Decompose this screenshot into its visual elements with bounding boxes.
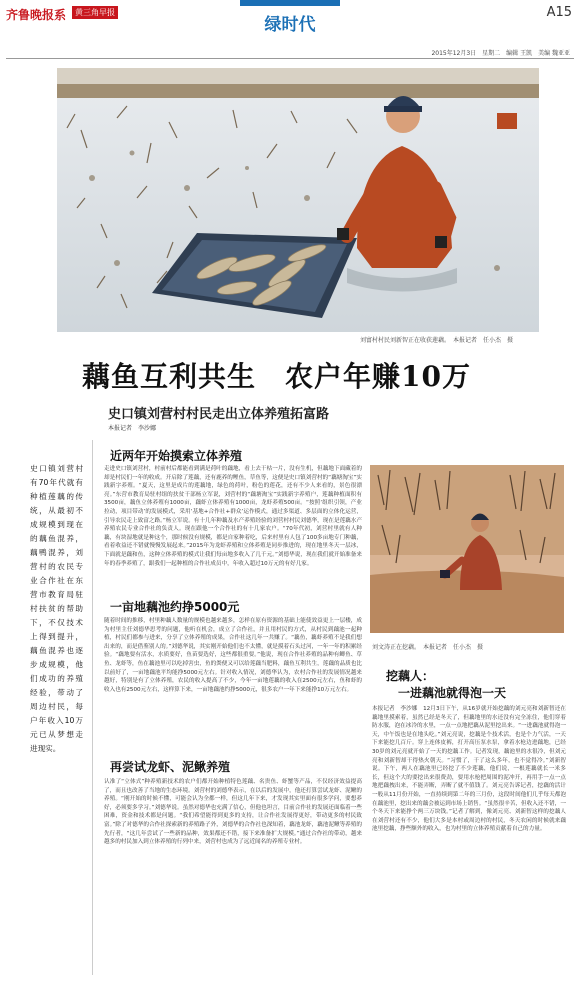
- section-body-3: 认准了“立体式”种养殖新技术的农户们都开始种植特色莲藕、名贵鱼、虾蟹等产品，不仅经济效益提高了，而且也改善了当地的生态环境。刘营村的刘德华表示，在以后的发展中，他还打算尝试龙虾、泥鳅的养殖。“刚开始的时候不懂，可能会认为全都一样，但这几年下来，才发现其实里面有很多学问，要想养好，必须要多学习。”刘德华说。虽然对德华也充满了信心，但他也坦言，目前合作社的发展还面临着一些困难，资金和技术都是问题。“我们希望能得到更多的支持，让合作社发展得更好，带动更多的村民致富。”除了对德华的合作社探索新的养殖路子外，刘德华的合作社也深知着，藕池龙虾，藕池泥鳅等养殖的先行者，“这几年尝试了一些新的品种，效果都还不错，接下来准备扩大规模。”通过合作社的带动，越来越多的村民加入到立体养殖的行列中来，刘营村也成为了远近闻名的养殖专业村。: [104, 779, 362, 846]
- main-photo: [57, 68, 539, 332]
- edition-tag: 黄三角早报: [72, 6, 118, 19]
- section-body-2: 随着时间的推移，村里种藕人数量的规模也越来越多，怎样在原有资源的基础上能使效益更上一层楼，成为村里主任刘德华思考的问题，他听在机会，成立了合作社，并且用村民的方式，从村民到藕池一起种植，村民们都参与进来，分享了立体养殖的成果，合作社这几年一共赚了。“藕鱼，藕虾养殖不是我们想出来的，而是借鉴别人的。”刘德华说，其实刚开始他们也不太懂，就是摸着石头过河，一年一年的积累经验。“藕地要有活水，水质要好，鱼苗要选好，这些都很重要。”他说，现在合作社养殖的品种有鲫鱼、草鱼、龙虾等，鱼在藕池里可以吃掉害虫，鱼的粪便又可以给莲藕当肥料，藕鱼互利共生，莲藕的品质也比以前好了，一亩地藕池平均能挣5000元左右。针对收入情况，刘德华认为，农村合作社的发展情况越来越好，特别是有了立体养殖，农民的收入提高了不少，今年一亩地莲藕的收入在2500元左右，鱼和虾的收入也有2500元左右，这样算下来，一亩地藕池约挣5000元，很多农户一年下来能挣10万元左右。: [104, 618, 362, 693]
- section-body-1: 走进史口镇刘营村，村前村后都能看到满是荷叶的藕地，看上去干枯一片，没有生机，但藕地下面藏着的却是村民们一年的收成。开启除了莲藕，还有鹿养的鲤鱼，草鱼等，这便是史口镇刘营村的“藕塘淘宝”实践新字养殖。“夏天，这里是成片的莲藕地，绿色的荷叶，粉色的莲花，还有不少人来看的，景色很漂亮。”东营市教育局驻村组的扶贫干部杨立军说，刘营村的“藕塘淘宝”实践新字养殖户，莲藕种植面积有3500亩，藕鱼立体养殖有1000亩，藕虾立体养殖有1000亩，龙虾养殖500亩。“按照‘组织引领，产业拉动，项目带动’的发展模式，采用‘基地+合作社+群众’运作模式，通过多渠道、多层面的立体化运营，引导农民走上致富之路。”杨立军说。有十几年种藕及水产养殖经验的刘营村村民刘德华，现在是莲藕水产养殖农民专业合作社的负责人。现在跟他一个合作社的有十几家农户。“70年代初，刘营村里就有人种藕，有块湿地就是种这个，那时候没有规模，都是自家种着吃，后来村里有人包了100多亩地专门种藕，看着收益还不错就慢慢发展起来。”2015年为龙虾养殖和立体养殖是同步推进的，现在地里冬天一层冰，下面就是藕和鱼，这种立体养殖的模式让我们每亩地多收入了几千元。”刘德华说，现在我们就开始准备来年的春季养殖了，跟我们一起种植的合作社成员中，年收入超过10万元的有好几家。: [104, 466, 362, 567]
- section-heading-3: 再尝试龙虾、泥鳅养殖: [110, 760, 231, 774]
- column-divider: [92, 440, 93, 975]
- section-heading-1: 近两年开始摸索立体养殖: [110, 449, 243, 463]
- secondary-photo-caption: 刘文涛正在挖藕。 本报记者 任小杰 摄: [372, 644, 484, 651]
- section-banner-bar: [240, 0, 340, 6]
- section-body-4: 本报记者 李沙娜 12月3日下午，从16岁就开始挖藕的刘元亮和刘新智还在藕地里摸索着，虽然已经是冬天了，但藕地里的水还没有完全冻住，他们穿着防水服，泡在冰冷的水里，一点一点地把藕从泥里挖出来。“一进藕池就得泡一天，中午饭也是在地头吃。”刘元亮说，挖藕是个技术活，也是个力气活，一天下来能挖几百斤。穿上连体皮裤，打开高压泵水泵，拿着水枪边进藕地，已经30岁的刘元亮就开始了一天的挖藕工作。记者发现，藕池里的水很冷，但刘元亮和刘新智却干得热火朝天。“习惯了，干了这么多年，也不觉得冷。”刘新智说。下午，两人在藕池里已经挖了不少莲藕，他们说，一根莲藕就长一米多长，但这个大的要挖出来很费劲，要用水枪把周围的泥冲开，再用手一点一点地把藕拽出来，不能弄断，弄断了就不值钱了。刘元亮告诉记者，挖藕的活计一般从11月份开始，一直持续到第二年的三月份，这段时间他们几乎每天都泡在藕池里，挖出来的藕会被运到市场上销售。“虽然很辛苦，但收入还不错，一个冬天下来能挣个两三万块钱。”记者了解到，像刘元亮、刘新智这样的挖藕人在刘营村还有不少，他们大多是本村或周边村的村民，冬天农闲的时候就来藕池里挖藕，挣些额外的收入，也为村里的立体养殖贡献着自己的力量。: [372, 706, 566, 833]
- newspaper-brand: 齐鲁晚报系: [6, 8, 67, 22]
- section-title: 绿时代: [264, 15, 316, 35]
- secondary-photo: [370, 465, 564, 633]
- subheadline: 史口镇刘营村村民走出立体养殖拓富路: [108, 407, 330, 422]
- section-banner: [240, 0, 340, 38]
- page-number: A15: [546, 5, 572, 20]
- header-divider: [6, 58, 574, 59]
- headline: 藕鱼互利共生 农户年赚10万: [82, 360, 471, 393]
- section-heading-4: 挖藕人：: [386, 669, 435, 683]
- lead-summary: 史口镇刘营村有70年代就有种植莲藕的传统，从最初不成规模到现在的藕鱼混养，藕鸭混养，刘营村的农民专业合作社在东营市教育局驻村扶贫的帮助下，不仅技术上得到提升，藕鱼混养也逐步成规模，他们成功的养殖经验，带动了周边村民，每户年收入10万元已从梦想走进现实。: [30, 464, 83, 753]
- byline: 本报记者 李沙娜: [108, 425, 157, 432]
- section-heading-2: 一亩地藕池约挣5000元: [110, 600, 240, 614]
- main-photo-caption: 刘富村村民刘新智正在收获莲藕。 本报记者 任小杰 摄: [360, 337, 514, 344]
- section-heading-4b: 一进藕池就得泡一天: [398, 686, 507, 700]
- page-meta: 2015年12月3日 星期二 编辑 王凯 美编 魏亚亚: [431, 50, 570, 57]
